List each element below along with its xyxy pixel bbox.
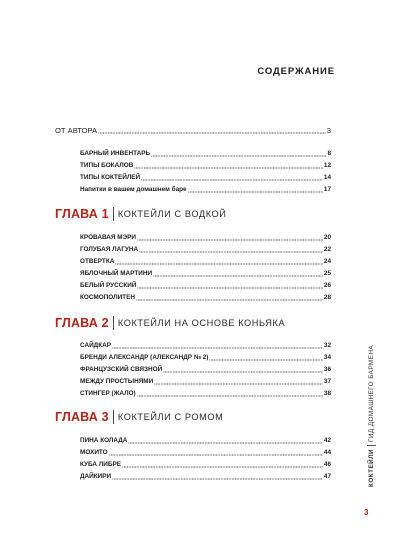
dot-leader (128, 442, 322, 444)
chapter-title: КОКТЕЙЛИ НА ОСНОВЕ КОНЬЯКА (117, 318, 286, 328)
toc-entry[interactable] (80, 448, 331, 457)
dot-leader (109, 454, 323, 456)
dot-leader (115, 263, 323, 265)
chapter-number: ГЛАВА 1 (55, 207, 109, 221)
toc-entry-label: Напитки в вашем домашнем баре (80, 186, 187, 193)
toc-entry-label: СТИНГЕР (ЖАЛО) (80, 390, 136, 397)
toc-entry-label: МЕЖДУ ПРОСТЫНЯМИ (80, 378, 154, 385)
toc-entry[interactable] (80, 173, 331, 182)
toc-entry-page: 37 (323, 378, 331, 385)
dot-leader (209, 359, 322, 361)
toc-entry[interactable] (80, 233, 331, 242)
toc-entry-label: КРОВАВАЯ МЭРИ (80, 234, 136, 241)
toc-entry[interactable] (80, 149, 331, 158)
toc-entry-page: 28 (323, 294, 331, 301)
dot-leader (151, 155, 326, 157)
toc-entry[interactable] (80, 436, 331, 445)
toc-entry-label: ДАЙКИРИ (80, 473, 112, 480)
toc-entry-label: САЙДКАР (80, 342, 111, 349)
toc-entry-label: ОТ АВТОРА (55, 126, 98, 135)
contents-heading: СОДЕРЖАНИЕ (257, 66, 335, 77)
toc-entry[interactable] (80, 185, 331, 194)
toc-entry-page: 20 (323, 234, 331, 241)
toc-entry-page: 34 (323, 354, 331, 361)
dot-leader (153, 275, 323, 277)
toc-entry[interactable] (80, 460, 331, 469)
toc-entry[interactable] (80, 257, 331, 266)
toc-entry[interactable] (80, 269, 331, 278)
toc-entry[interactable] (80, 281, 331, 290)
dot-leader (137, 395, 323, 397)
toc-entry[interactable] (80, 161, 331, 170)
toc-entry[interactable] (80, 389, 331, 398)
toc-entry-page: 24 (323, 258, 331, 265)
toc-entry-page: 38 (323, 390, 331, 397)
toc-entry-page: 12 (323, 162, 331, 169)
toc-entry-page: 14 (323, 174, 331, 181)
toc-entry-page: 42 (323, 437, 331, 444)
chapter-heading-1[interactable] (55, 206, 227, 222)
dot-leader (134, 167, 323, 169)
dot-leader (139, 251, 323, 253)
chapter-heading-2[interactable] (55, 315, 285, 331)
dot-leader (163, 371, 323, 373)
dot-leader (112, 478, 323, 480)
dot-leader (154, 383, 323, 385)
dot-leader (137, 287, 322, 289)
dot-leader (98, 132, 326, 134)
toc-entry-label: МОХИТО (80, 449, 108, 456)
toc-entry-page: 26 (323, 282, 331, 289)
dot-leader (122, 466, 323, 468)
running-title (364, 345, 378, 495)
toc-entry-page: 25 (323, 270, 331, 277)
toc-entry-label: БРЕНДИ АЛЕКСАНДР (АЛЕКСАНДР № 2) (80, 354, 209, 361)
toc-entry-label: ГОЛУБАЯ ЛАГУНА (80, 246, 139, 253)
chapter-divider (113, 316, 114, 330)
toc-entry-page: 17 (323, 186, 331, 193)
toc-entry-label: ФРАНЦУЗСКИЙ СВЯЗНОЙ (80, 366, 163, 373)
toc-entry[interactable] (80, 293, 331, 302)
toc-entry-page: 44 (323, 449, 331, 456)
toc-entry-label: КОСМОПОЛИТЕН (80, 294, 135, 301)
toc-entry[interactable] (80, 365, 331, 374)
toc-entry-page: 46 (323, 461, 331, 468)
toc-entry-label: ОТВЕРТКА (80, 258, 115, 265)
toc-entry[interactable] (80, 341, 331, 350)
dot-leader (136, 299, 323, 301)
chapter-title: КОКТЕЙЛИ С РОМОМ (117, 412, 224, 422)
running-title-subtitle: ГИД ДОМАШНЕГО БАРМЕНА (367, 345, 375, 442)
toc-entry[interactable] (80, 353, 331, 362)
dot-leader (188, 191, 323, 193)
dot-leader (137, 239, 323, 241)
toc-entry-page: 3 (326, 126, 331, 135)
toc-entry-author[interactable] (55, 126, 331, 135)
toc-entry-page: 8 (327, 150, 331, 157)
toc-entry[interactable] (80, 377, 331, 386)
toc-entry-label: БЕЛЫЙ РУССКИЙ (80, 282, 137, 289)
toc-entry-page: 47 (323, 473, 331, 480)
running-title-book: КОКТЕЙЛИ (367, 449, 375, 487)
toc-entry-page: 32 (323, 342, 331, 349)
toc-entry-label: БАРНЫЙ ИНВЕНТАРЬ (80, 150, 151, 157)
chapter-divider (113, 207, 114, 221)
toc-entry[interactable] (80, 245, 331, 254)
chapter-number: ГЛАВА 3 (55, 410, 109, 424)
toc-entry-label: ЯБЛОЧНЫЙ МАРТИНИ (80, 270, 153, 277)
dot-leader (141, 179, 323, 181)
toc-entry-label: ТИПЫ БОКАЛОВ (80, 162, 134, 169)
chapter-title: КОКТЕЙЛИ С ВОДКОЙ (117, 209, 227, 219)
toc-entry-label: ТИПЫ КОКТЕЙЛЕЙ (80, 174, 141, 181)
toc-entry[interactable] (80, 472, 331, 481)
page-number: 3 (364, 508, 369, 517)
dot-leader (112, 347, 323, 349)
chapter-heading-3[interactable] (55, 409, 223, 425)
chapter-divider (113, 410, 114, 424)
toc-entry-label: КУБА ЛИБРЕ (80, 461, 121, 468)
toc-entry-page: 22 (323, 246, 331, 253)
toc-entry-page: 36 (323, 366, 331, 373)
toc-entry-label: ПИНА КОЛАДА (80, 437, 128, 444)
running-title-divider (367, 445, 376, 446)
chapter-number: ГЛАВА 2 (55, 316, 109, 330)
